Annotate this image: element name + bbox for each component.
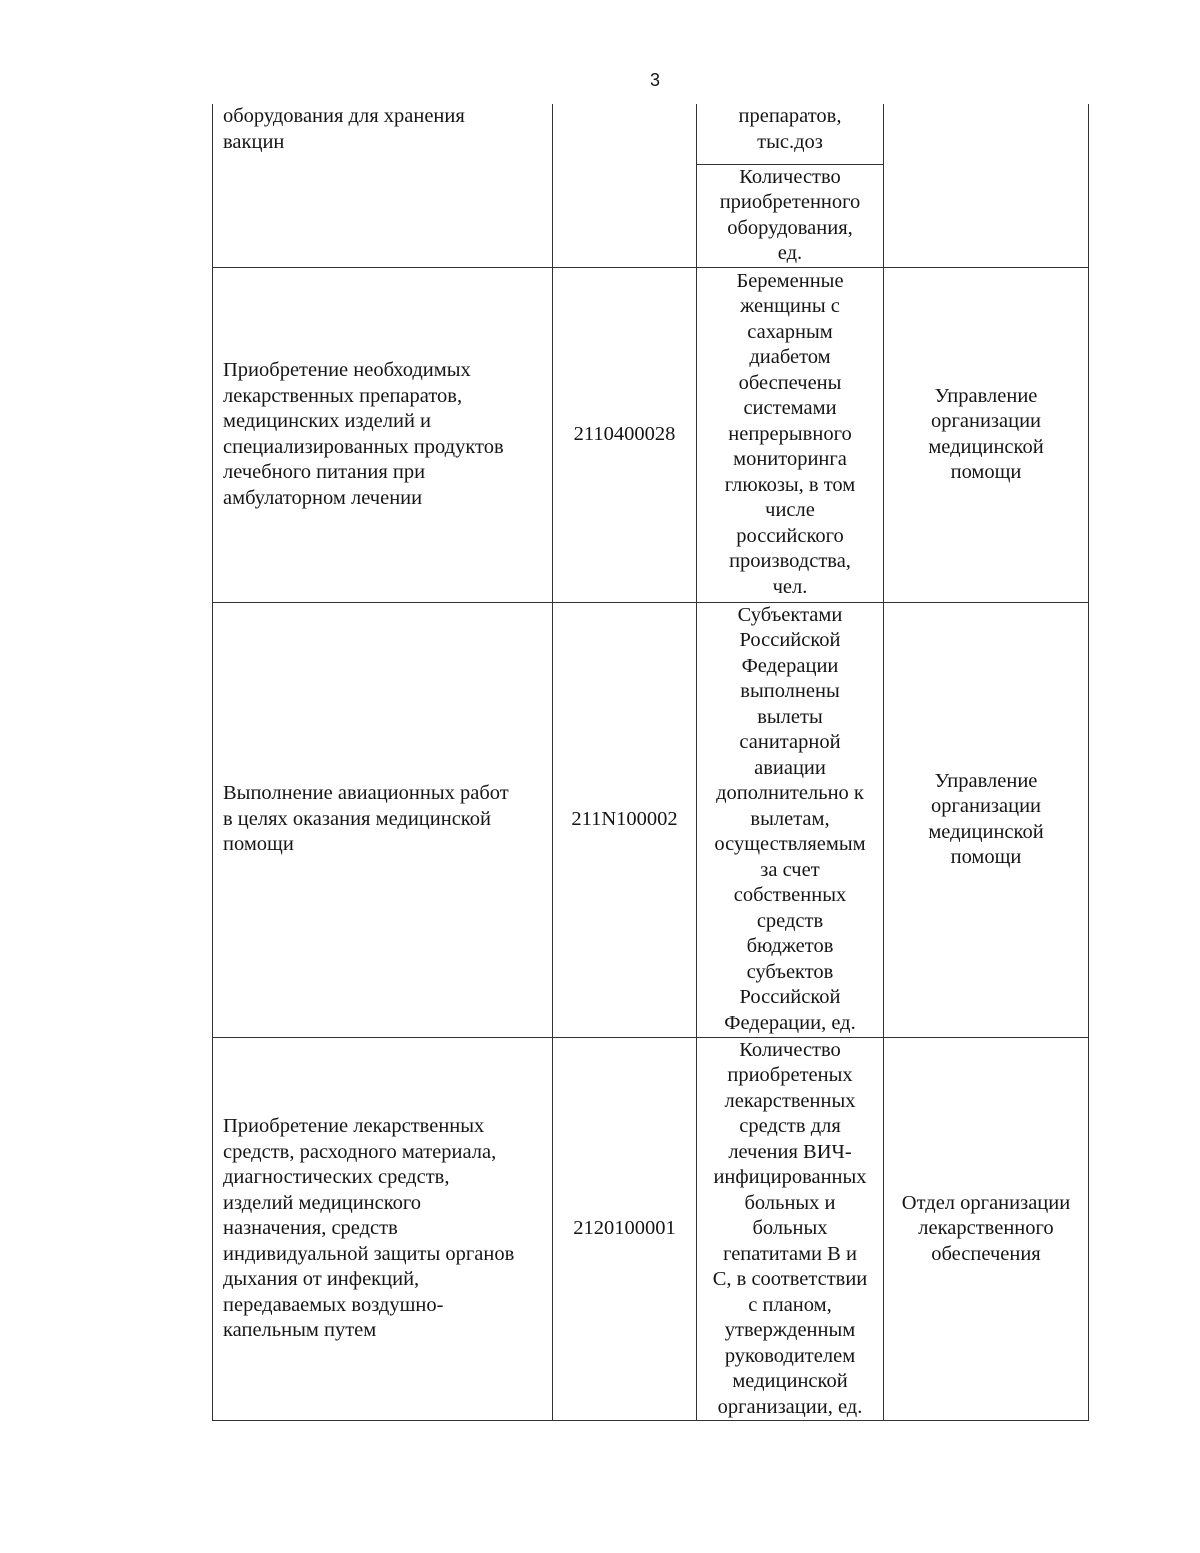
measure-code-cell bbox=[553, 104, 697, 267]
measure-name: Выполнение авиационных работ в целях оказания медицинской помощи bbox=[223, 782, 509, 856]
table-row bbox=[213, 1037, 1089, 1421]
indicator-cell bbox=[697, 164, 884, 267]
responsible-cell bbox=[884, 267, 1089, 602]
measure-name: Приобретение лекарственных средств, расходного материала, диагностических средств, изделий медицинского назначения, средств индивидуальной защиты органов дыхания от инфекций, передаваемых воздушно- капельным путем bbox=[223, 1115, 515, 1341]
measure-code: 2110400028 bbox=[573, 422, 676, 445]
measure-name-cell bbox=[213, 1037, 553, 1421]
indicator-cell bbox=[697, 602, 884, 1037]
measure-code-cell bbox=[553, 267, 697, 602]
responsible-cell bbox=[884, 602, 1089, 1037]
responsible-cell bbox=[884, 104, 1089, 267]
measures-table bbox=[212, 104, 1089, 1421]
table-row bbox=[213, 104, 1089, 164]
indicator-cell bbox=[697, 1037, 884, 1421]
measure-name: оборудования для хранения вакцин bbox=[223, 105, 465, 153]
indicator-text: Количество приобретенного оборудования, ед. bbox=[719, 165, 861, 264]
indicator-cell bbox=[697, 104, 884, 164]
measure-name-cell bbox=[213, 267, 553, 602]
measure-code: 211N100002 bbox=[571, 807, 678, 830]
indicator-text: Беременные женщины с сахарным диабетом обеспечены системами непрерывного мониторинга глюкозы, в том числе российского производства, чел. bbox=[724, 269, 856, 598]
indicator-text: Количество приобретеных лекарственных средств для лечения ВИЧ- инфицированных больных и больных гепатитами В и С, в соответствии с планом, утвержденным руководителем медицинской организации, ед. bbox=[712, 1038, 868, 1418]
responsible-unit: Управление организации медицинской помощи bbox=[928, 769, 1044, 868]
measure-name: Приобретение необходимых лекарственных препаратов, медицинских изделий и специализированных продуктов лечебного питания при амбулаторном лечении bbox=[223, 359, 504, 509]
measure-code-cell bbox=[553, 1037, 697, 1421]
indicator-cell bbox=[697, 267, 884, 602]
measure-code-cell bbox=[553, 602, 697, 1037]
table-row bbox=[213, 267, 1089, 602]
responsible-unit: Управление организации медицинской помощи bbox=[928, 384, 1044, 483]
responsible-cell bbox=[884, 1037, 1089, 1421]
indicator-text: Субъектами Российской Федерации выполнены вылеты санитарной авиации дополнительно к вылетам, осуществляемым за счет собственных средств бюджетов субъектов Российской Федерации, ед. bbox=[714, 603, 866, 1034]
measure-name-cell bbox=[213, 104, 553, 267]
page-number: 3 bbox=[649, 70, 660, 90]
measure-name-cell bbox=[213, 602, 553, 1037]
indicator-text: препаратов, тыс.доз bbox=[738, 105, 842, 153]
responsible-unit: Отдел организации лекарственного обеспечения bbox=[901, 1191, 1071, 1265]
measure-code: 2120100001 bbox=[573, 1217, 676, 1239]
table-row bbox=[213, 602, 1089, 1037]
